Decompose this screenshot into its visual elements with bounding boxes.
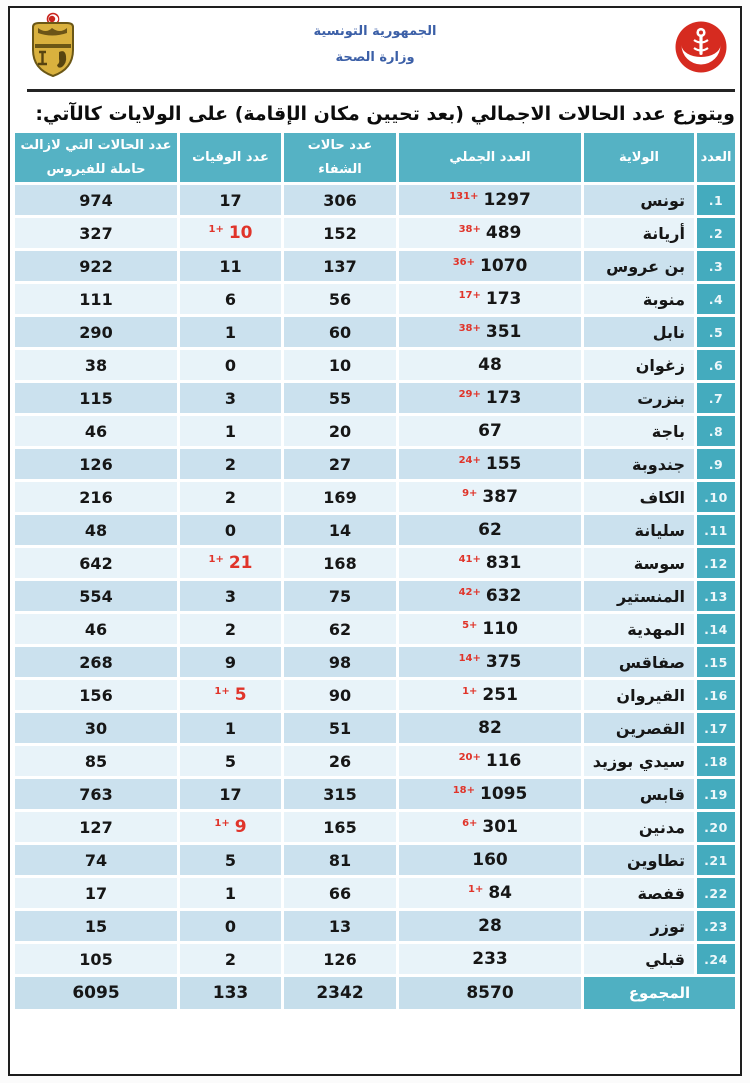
title-text-end: على الولايات كالآتي: (35, 103, 235, 125)
title-text: ويتوزع عدد الحالات الاجمالي (464, 103, 735, 125)
recovered-cases-cell: 98 (284, 647, 396, 677)
deaths-cell: 6 (180, 284, 281, 314)
deaths-cell: $21^{1+}$ (180, 548, 281, 578)
recovered-cases-cell: 169 (284, 482, 396, 512)
recovered-cases-cell: 90 (284, 680, 396, 710)
table-row (15, 218, 735, 248)
table-row (15, 416, 735, 446)
deaths-cell: 3 (180, 383, 281, 413)
total-cases-cell: $632^{42+}$ (399, 581, 581, 611)
governorate-name: تونس (584, 185, 694, 215)
table-body (15, 185, 735, 974)
total-cases-cell: $1297^{131+}$ (399, 185, 581, 215)
active-cases-cell: 46 (15, 614, 177, 644)
governorate-name: سيدي بوزيد (584, 746, 694, 776)
total-cases-cell: $831^{41+}$ (399, 548, 581, 578)
row-index: .21 (697, 845, 735, 875)
totals-label: المجموع (584, 977, 735, 1009)
governorate-name: نابل (584, 317, 694, 347)
governorate-name: سليانة (584, 515, 694, 545)
recovered-cases-cell: 126 (284, 944, 396, 974)
governorate-name: بن عروس (584, 251, 694, 281)
total-cases-cell: $375^{14+}$ (399, 647, 581, 677)
recovered-cases-cell: 27 (284, 449, 396, 479)
total-cases-cell: 233 (399, 944, 581, 974)
active-cases-cell: 554 (15, 581, 177, 611)
col-header-total: العدد الجملي (399, 133, 581, 182)
table-row (15, 713, 735, 743)
deaths-cell: 1 (180, 878, 281, 908)
row-index: .10 (697, 482, 735, 512)
row-index: .15 (697, 647, 735, 677)
republic-title: الجمهورية التونسية (313, 24, 437, 39)
governorate-name: صفاقس (584, 647, 694, 677)
governorate-name: باجة (584, 416, 694, 446)
table-row (15, 647, 735, 677)
deaths-cell: $5^{1+}$ (180, 680, 281, 710)
total-cases-cell: $84^{1+}$ (399, 878, 581, 908)
total-cases-cell: 48 (399, 350, 581, 380)
table-row (15, 284, 735, 314)
table-row (15, 845, 735, 875)
recovered-cases-cell: 14 (284, 515, 396, 545)
totals-total-cases: 8570 (399, 977, 581, 1009)
recovered-cases-cell: 81 (284, 845, 396, 875)
recovered-cases-cell: 20 (284, 416, 396, 446)
total-cases-cell: $1070^{36+}$ (399, 251, 581, 281)
governorate-name: قابس (584, 779, 694, 809)
table-row (15, 449, 735, 479)
active-cases-cell: 46 (15, 416, 177, 446)
recovered-cases-cell: 60 (284, 317, 396, 347)
row-index: .24 (697, 944, 735, 974)
row-index: .8 (697, 416, 735, 446)
letterhead-text (10, 8, 740, 64)
deaths-cell: 0 (180, 911, 281, 941)
row-index: .6 (697, 350, 735, 380)
row-index: .7 (697, 383, 735, 413)
col-header-deaths: عدد الوفيات (180, 133, 281, 182)
governorate-name: القيروان (584, 680, 694, 710)
recovered-cases-cell: 56 (284, 284, 396, 314)
active-cases-cell: 38 (15, 350, 177, 380)
governorate-name: مدنين (584, 812, 694, 842)
recovered-cases-cell: 66 (284, 878, 396, 908)
row-index: .12 (697, 548, 735, 578)
deaths-cell: 1 (180, 713, 281, 743)
total-cases-cell: $155^{24+}$ (399, 449, 581, 479)
totals-recovered: 2342 (284, 977, 396, 1009)
governorate-name: المنستير (584, 581, 694, 611)
table-row (15, 350, 735, 380)
recovered-cases-cell: 55 (284, 383, 396, 413)
deaths-cell: 5 (180, 845, 281, 875)
row-index: .5 (697, 317, 735, 347)
deaths-cell: 5 (180, 746, 281, 776)
row-index: .11 (697, 515, 735, 545)
total-cases-cell: $173^{29+}$ (399, 383, 581, 413)
table-row (15, 911, 735, 941)
deaths-cell: 0 (180, 350, 281, 380)
deaths-cell: 11 (180, 251, 281, 281)
active-cases-cell: 126 (15, 449, 177, 479)
active-cases-cell: 216 (15, 482, 177, 512)
table-row (15, 746, 735, 776)
deaths-cell: 1 (180, 416, 281, 446)
governorate-name: المهدية (584, 614, 694, 644)
active-cases-cell: 763 (15, 779, 177, 809)
deaths-cell: 1 (180, 317, 281, 347)
governorate-name: قبلي (584, 944, 694, 974)
deaths-cell: 17 (180, 185, 281, 215)
table-row (15, 251, 735, 281)
page-title (10, 92, 740, 129)
row-index: .9 (697, 449, 735, 479)
active-cases-cell: 74 (15, 845, 177, 875)
active-cases-cell: 15 (15, 911, 177, 941)
active-cases-cell: 268 (15, 647, 177, 677)
governorate-name: جندوبة (584, 449, 694, 479)
recovered-cases-cell: 165 (284, 812, 396, 842)
table-row (15, 812, 735, 842)
total-cases-cell: $110^{5+}$ (399, 614, 581, 644)
recovered-cases-cell: 75 (284, 581, 396, 611)
total-cases-cell: $489^{38+}$ (399, 218, 581, 248)
row-index: .2 (697, 218, 735, 248)
governorate-name: توزر (584, 911, 694, 941)
deaths-cell: 9 (180, 647, 281, 677)
active-cases-cell: 642 (15, 548, 177, 578)
table-row (15, 581, 735, 611)
governorate-name: القصرين (584, 713, 694, 743)
table-row (15, 383, 735, 413)
total-cases-cell: 62 (399, 515, 581, 545)
total-cases-cell: $251^{1+}$ (399, 680, 581, 710)
governorate-name: تطاوين (584, 845, 694, 875)
totals-deaths: 133 (180, 977, 281, 1009)
document-frame (8, 6, 742, 1076)
active-cases-cell: 111 (15, 284, 177, 314)
recovered-cases-cell: 152 (284, 218, 396, 248)
recovered-cases-cell: 51 (284, 713, 396, 743)
recovered-cases-cell: 306 (284, 185, 396, 215)
recovered-cases-cell: 10 (284, 350, 396, 380)
table-row (15, 680, 735, 710)
deaths-cell: 2 (180, 944, 281, 974)
total-cases-cell: 82 (399, 713, 581, 743)
table-row (15, 878, 735, 908)
total-cases-cell: 160 (399, 845, 581, 875)
title-bold-text: (بعد تحيين مكان الإقامة) (234, 103, 464, 125)
totals-active: 6095 (15, 977, 177, 1009)
active-cases-cell: 974 (15, 185, 177, 215)
col-header-governorate: الولاية (584, 133, 694, 182)
recovered-cases-cell: 26 (284, 746, 396, 776)
total-cases-cell: $173^{17+}$ (399, 284, 581, 314)
deaths-cell: 2 (180, 449, 281, 479)
active-cases-cell: 115 (15, 383, 177, 413)
deaths-cell: 2 (180, 614, 281, 644)
recovered-cases-cell: 13 (284, 911, 396, 941)
recovered-cases-cell: 62 (284, 614, 396, 644)
total-cases-cell: 67 (399, 416, 581, 446)
governorate-name: بنزرت (584, 383, 694, 413)
row-index: .18 (697, 746, 735, 776)
active-cases-cell: 922 (15, 251, 177, 281)
governorate-name: سوسة (584, 548, 694, 578)
governorate-name: الكاف (584, 482, 694, 512)
active-cases-cell: 290 (15, 317, 177, 347)
col-header-recovered: عدد حالات الشفاء (284, 133, 396, 182)
total-cases-cell: $301^{6+}$ (399, 812, 581, 842)
active-cases-cell: 30 (15, 713, 177, 743)
col-header-index: العدد (697, 133, 735, 182)
deaths-cell: 17 (180, 779, 281, 809)
row-index: .17 (697, 713, 735, 743)
deaths-cell: $10^{1+}$ (180, 218, 281, 248)
total-cases-cell: $387^{9+}$ (399, 482, 581, 512)
governorate-name: قفصة (584, 878, 694, 908)
active-cases-cell: 105 (15, 944, 177, 974)
governorate-name: أريانة (584, 218, 694, 248)
total-cases-cell: $116^{20+}$ (399, 746, 581, 776)
total-cases-cell: 28 (399, 911, 581, 941)
recovered-cases-cell: 315 (284, 779, 396, 809)
total-cases-cell: $351^{38+}$ (399, 317, 581, 347)
table-row (15, 317, 735, 347)
table-row (15, 515, 735, 545)
deaths-cell: 2 (180, 482, 281, 512)
ministry-of-health-logo-icon (674, 20, 728, 74)
row-index: .16 (697, 680, 735, 710)
totals-row (15, 977, 735, 1009)
table-header-row (15, 133, 735, 182)
row-index: .1 (697, 185, 735, 215)
row-index: .13 (697, 581, 735, 611)
deaths-cell: 3 (180, 581, 281, 611)
active-cases-cell: 327 (15, 218, 177, 248)
active-cases-cell: 156 (15, 680, 177, 710)
row-index: .4 (697, 284, 735, 314)
deaths-cell: 0 (180, 515, 281, 545)
row-index: .22 (697, 878, 735, 908)
letterhead (10, 8, 740, 82)
row-index: .3 (697, 251, 735, 281)
active-cases-cell: 17 (15, 878, 177, 908)
table-row (15, 614, 735, 644)
total-cases-cell: $1095^{18+}$ (399, 779, 581, 809)
active-cases-cell: 127 (15, 812, 177, 842)
row-index: .23 (697, 911, 735, 941)
governorates-table (12, 130, 738, 1012)
table-row (15, 185, 735, 215)
table-row (15, 482, 735, 512)
recovered-cases-cell: 137 (284, 251, 396, 281)
active-cases-cell: 48 (15, 515, 177, 545)
row-index: .19 (697, 779, 735, 809)
row-index: .14 (697, 614, 735, 644)
ministry-title: وزارة الصحة (335, 50, 415, 65)
col-header-active: عدد الحالات التي لازالت حاملة للفيروس (15, 133, 177, 182)
active-cases-cell: 85 (15, 746, 177, 776)
governorate-name: منوبة (584, 284, 694, 314)
deaths-cell: $9^{1+}$ (180, 812, 281, 842)
table-row (15, 779, 735, 809)
table-row (15, 548, 735, 578)
recovered-cases-cell: 168 (284, 548, 396, 578)
governorate-name: زغوان (584, 350, 694, 380)
row-index: .20 (697, 812, 735, 842)
tunisia-coat-of-arms-icon (26, 12, 80, 78)
table-row (15, 944, 735, 974)
